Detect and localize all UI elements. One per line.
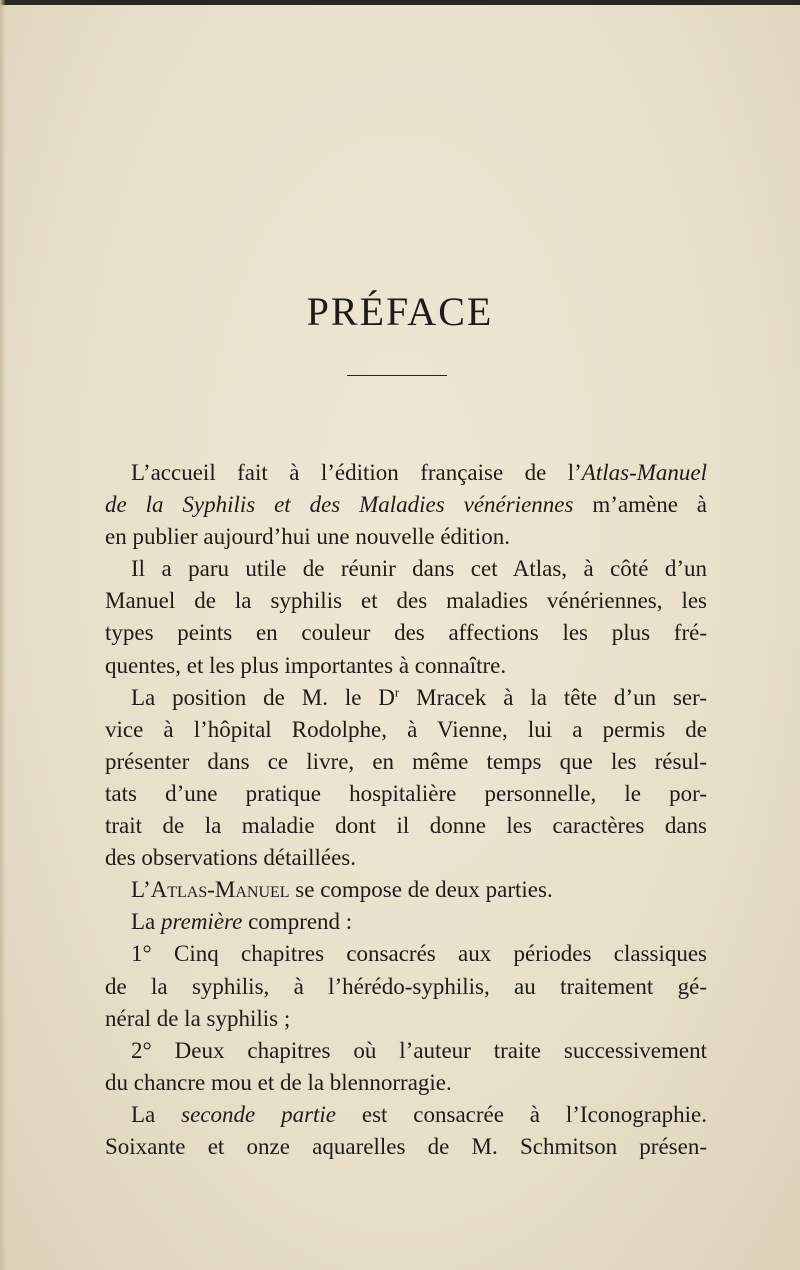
text-line: La seconde partie est consacrée à l’Iconographie. (131, 1101, 708, 1127)
text-line: de la syphilis, à l’hérédo-syphilis, au traitement gé- (105, 973, 707, 999)
text-line: trait de la maladie dont il donne les caractères dans (105, 813, 707, 839)
text-line: de la Syphilis et des Maladies vénériennes m’amène à (105, 492, 707, 518)
text-line: des observations détaillées. (105, 845, 357, 871)
page-top-edge (0, 0, 800, 5)
preface-body (105, 457, 707, 1163)
text-line: La première comprend : (131, 909, 353, 935)
title-rule (347, 375, 447, 376)
text-line: néral de la syphilis ; (105, 1005, 291, 1031)
text-line: quentes, et les plus importantes à connaître. (105, 652, 507, 678)
text-line: Soixante et onze aquarelles de M. Schmitson présen- (105, 1133, 707, 1159)
page-title: PRÉFACE (306, 289, 494, 334)
text-line: types peints en couleur des affections les plus fré- (105, 620, 707, 646)
text-line: vice à l’hôpital Rodolphe, à Vienne, lui a permis de (105, 716, 707, 742)
text-line: 1° Cinq chapitres consacrés aux périodes classiques (131, 941, 707, 967)
text-line: La position de M. le $D^r$ Mracek à la tête d’un ser- (131, 684, 707, 710)
text-line: L’Atlas-Manuel se compose de deux parties. (131, 877, 553, 903)
text-line: du chancre mou et de la blennorragie. (105, 1069, 452, 1095)
text-line: Il a paru utile de réunir dans cet Atlas, à côté d’un (131, 556, 707, 582)
text-line: tats d’une pratique hospitalière personnelle, le por- (105, 780, 707, 806)
page-left-edge (0, 0, 6, 1270)
text-line: 2° Deux chapitres où l’auteur traite successivement (131, 1037, 707, 1063)
text-line: présenter dans ce livre, en même temps que les résul- (105, 748, 707, 774)
text-line: Manuel de la syphilis et des maladies vénériennes, les (105, 588, 707, 614)
text-line: L’accueil fait à l’édition française de l’Atlas-Manuel (131, 460, 707, 485)
text-line: en publier aujourd’hui une nouvelle édition. (105, 524, 510, 550)
